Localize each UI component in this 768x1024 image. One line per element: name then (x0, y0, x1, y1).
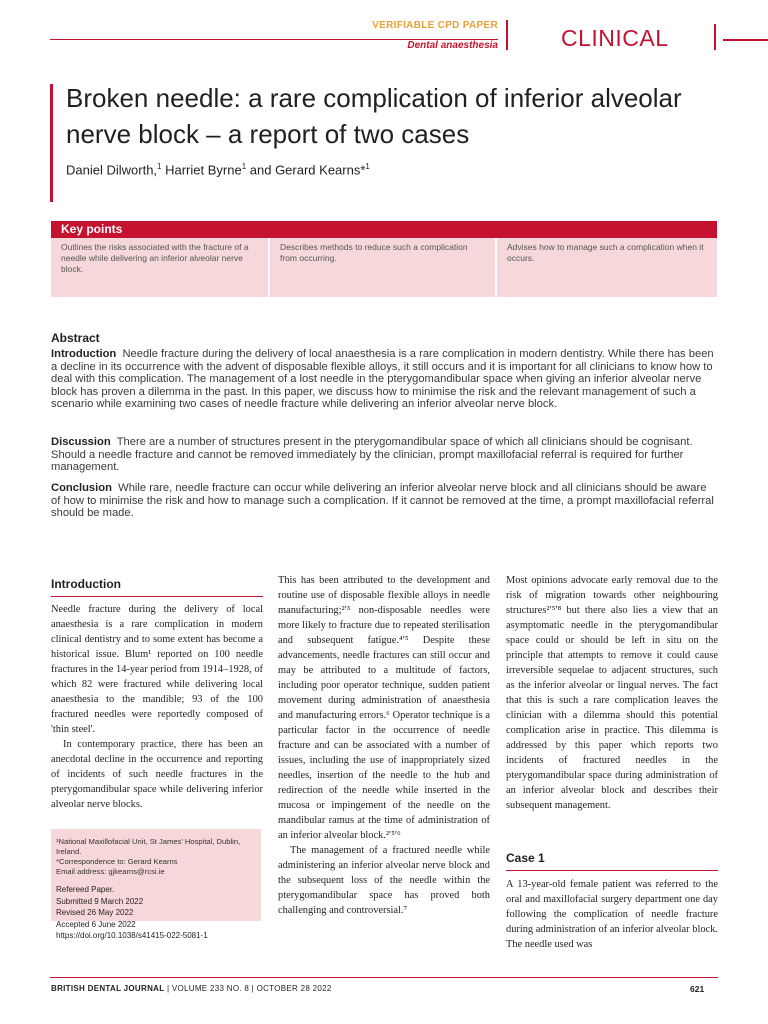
author-2-affiliation: 1 (241, 162, 247, 171)
correspondence-line: *Correspondence to: Gerard Kearns (56, 857, 178, 866)
footer-separator: | (164, 984, 172, 993)
header-divider-right (714, 24, 716, 50)
abstract-discussion-label: Discussion (51, 436, 111, 448)
abstract-heading: Abstract (51, 331, 100, 345)
column-1 (51, 602, 263, 812)
body-paragraph-2b: The management of a fractured needle while administering an inferior alveolar nerve block and the subsequent loss of the needle within the pterygomandibular space has proved both challenging and controversial.⁷ (278, 845, 490, 916)
intro-paragraph-1: Needle fracture during the delivery of local anaesthesia is a rare complication in modern clinical dentistry and to some extent has become a historical issue. Blum¹ reported on 100 needle fractures in the 14-year period from 1914–1928, of which 82 were fractured while delivering local anaesthesia to the mandible; 93 of the 100 fractured needles were reportedly composed of 'thin steel'. (51, 604, 263, 735)
section-label: CLINICAL (561, 25, 669, 51)
abstract-conclusion-label: Conclusion (51, 482, 112, 494)
footer-rule (50, 977, 718, 978)
issue-date: OCTOBER 28 2022 (256, 984, 332, 993)
abstract-conclusion (51, 482, 717, 520)
email-line: Email address: gjkearns@rcsi.ie (56, 867, 165, 876)
case-1-rule (506, 870, 718, 871)
abstract-introduction (51, 348, 717, 411)
key-point-3: Advises how to manage such a complication when it occurs. (497, 238, 717, 297)
topic-label: Dental anaesthesia (407, 40, 498, 51)
abstract-discussion-text: There are a number of structures present in the pterygomandibular space of which all clinicians should be cognisant. Should a needle fracture and cannot be removed immediately by the clinician, prompt maxillofacial referral is required for further management. (51, 436, 693, 473)
footer (51, 984, 332, 993)
header-divider (506, 20, 508, 50)
author-3-affiliation: 1 (365, 162, 370, 171)
abstract-discussion (51, 436, 717, 474)
abstract-introduction-text: Needle fracture during the delivery of local anaesthesia is a rare complication in modern dentistry. While there has been a decline in its occurrence with the advent of disposable flexible alloys, it still occurs and it is important for all clinicians to know how to deal with this complication. The management of a lost needle in the pterygomandibular space when giving an inferior alveolar nerve block has proven a dilemma in the past. In this paper, we discuss how to minimise the risk and the relevant management of such a scenario while examining two cases of needle fracture while delivering an inferior alveolar nerve block. (51, 348, 714, 410)
header-rule-right (723, 39, 768, 41)
cpd-label: VERIFIABLE CPD PAPER (372, 20, 498, 31)
page-number: 621 (690, 984, 705, 994)
affiliation-line: ¹National Maxillofacial Unit, St James' Hospital, Dublin, Ireland. (56, 837, 241, 856)
key-point-2: Describes methods to reduce such a complication from occurring. (270, 238, 495, 297)
accepted-line: Accepted 6 June 2022 (56, 919, 136, 929)
column-2 (278, 573, 490, 918)
intro-paragraph-2: In contemporary practice, there has been an anecdotal decline in the occurrence and reporting of incidents of such needle fractures in the pterygomandibular space while delivering inferior alveolar nerve blocks. (51, 739, 263, 810)
author-list (66, 162, 746, 177)
affiliation-text (56, 837, 256, 877)
abstract-conclusion-text: While rare, needle fracture can occur while delivering an inferior alveolar nerve block and all clinicians should be aware of how to minimise the risk and how to manage such a complication. If it cannot be removed at the time, a prompt maxillofacial referral should be made. (51, 482, 714, 519)
submitted-line: Submitted 9 March 2022 (56, 896, 144, 906)
title-accent-bar (50, 84, 53, 202)
column-3-bottom (506, 877, 718, 952)
introduction-rule (51, 596, 263, 597)
body-paragraph-3a: Most opinions advocate early removal due to the risk of migration towards other neighbouring structures²ʹ⁵ʹ⁸ but there also lies a view that an asymptomatic needle in the pterygomandibular space could or should be left in situ on the principle that attempts to remove it could cause irreversible sequelae to adjacent structures, such as the inferior alveolar or lingual nerves. The fact that this is such a rare complication leaves the clinician with a dilemma should this potential complication arise in practice. This dilemma is addressed by this paper which reports two incidents of fractured needles in the pterygomandibular space during administration of an inferior alveolar block and describes their subsequent management. (506, 575, 718, 811)
abstract-introduction-label: Introduction (51, 348, 117, 360)
case-1-paragraph: A 13-year-old female patient was referred to the oral and maxillofacial surgery department one day following the complication of needle fracture during administration of an inferior alveolar block. The needle used was (506, 879, 718, 950)
header-rule (50, 39, 498, 40)
article-title: Broken needle: a rare complication of inferior alveolar nerve block – a report of two cases (66, 83, 682, 149)
introduction-heading: Introduction (51, 577, 121, 591)
body-paragraph-2a: This has been attributed to the development and routine use of disposable flexible alloys in needle manufacturing;²ʹ³ non-disposable needles were more likely to fracture due to repeated sterilisation and subsequent fatigue.⁴ʹ⁵ Despite these advancements, needle fractures can still occur and may be attributed to a multitude of factors, including poor operator technique, sudden patient movement during administration of anaesthesia and manufacturing errors.⁶ Operator technique is a particular factor in the occurrence of needle fracture and can be associated with a number of issues, including the use of inappropriately sized needles, insertion of the needle to the hub and redirection of the needle while inserted in the mucosa or impingement of the needle on the mandibular ramus at the time of administration of an inferior alveolar block.²ʹ⁵ʹ⁶ (278, 575, 490, 841)
footer-separator: | (249, 984, 257, 993)
key-points-header (51, 221, 717, 238)
column-3-top (506, 573, 718, 813)
author-3: and Gerard Kearns* (246, 162, 366, 178)
refereed-text (56, 884, 256, 942)
refereed-line: Refereed Paper. (56, 885, 115, 894)
key-points-heading: Key points (61, 222, 123, 236)
key-point-1: Outlines the risks associated with the fracture of a needle while delivering an inferior alveolar nerve block. (51, 238, 268, 297)
journal-name: BRITISH DENTAL JOURNAL (51, 984, 165, 993)
author-1: Daniel Dilworth, (66, 162, 158, 178)
doi-link[interactable]: https://doi.org/10.1038/s41415-022-5081-1 (56, 931, 208, 940)
author-1-affiliation: 1 (157, 162, 162, 171)
case-1-heading: Case 1 (506, 851, 545, 865)
revised-line: Revised 26 May 2022 (56, 908, 134, 917)
refereed-box (51, 881, 261, 951)
author-2: Harriet Byrne (161, 162, 242, 178)
volume-issue: VOLUME 233 NO. 8 (171, 984, 250, 993)
